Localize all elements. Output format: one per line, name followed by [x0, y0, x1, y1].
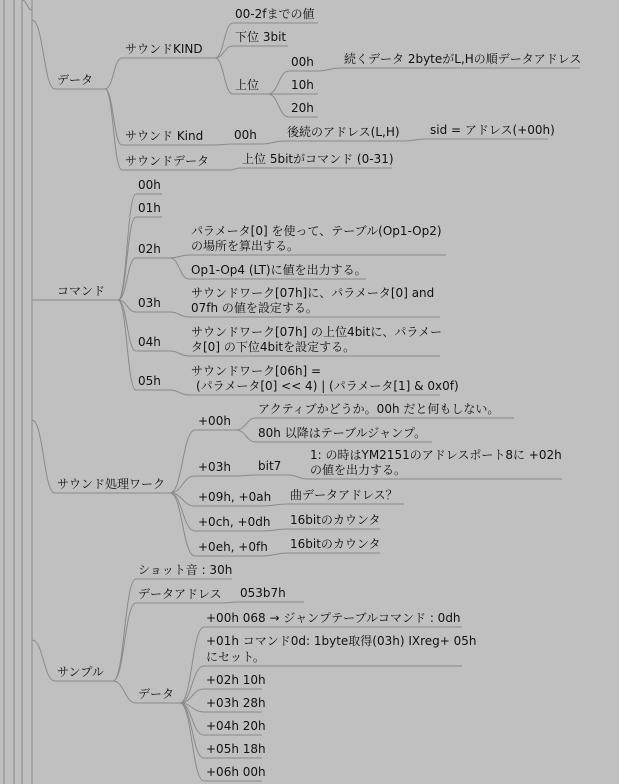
connector-line — [268, 94, 289, 117]
connector-line — [118, 194, 136, 300]
connector-line — [118, 258, 136, 300]
node-kind2-00h[interactable]: 00h — [234, 128, 257, 142]
connector-line — [215, 144, 232, 145]
connector-line — [170, 430, 195, 493]
connector-line — [118, 217, 136, 300]
connector-line — [288, 475, 308, 479]
node-high-00h-desc[interactable]: 続くデータ 2byteがL,Hの順データアドレス — [344, 52, 582, 66]
connector-line — [32, 640, 55, 681]
node-w-09h-desc[interactable]: 曲データアドレス？ — [290, 488, 398, 502]
node-sd-04[interactable]: +04h 20h — [206, 719, 266, 733]
connector-line — [180, 666, 204, 703]
node-w-03h-1[interactable]: 1: の時はYM2151のアドレスポート8に +02h — [310, 448, 562, 462]
connector-line — [113, 681, 136, 703]
node-w-00h-b[interactable]: 80h 以降はテーブルジャンプ。 — [258, 426, 427, 440]
node-w-0eh-desc[interactable]: 16bitのカウンタ — [290, 537, 381, 551]
connector-line — [113, 579, 136, 681]
node-s-shot[interactable]: ショット音 : 30h — [138, 563, 233, 577]
connector-line — [262, 141, 284, 144]
connector-line — [170, 258, 189, 279]
node-cmd-04h-2[interactable]: タ[0] の下位4bitを設定する。 — [191, 340, 356, 354]
connector-line — [222, 602, 238, 603]
node-w-03h-2[interactable]: の値を出力する。 — [310, 463, 407, 477]
connector-line — [230, 168, 240, 170]
node-w-0ch[interactable]: +0ch, +0dh — [198, 515, 271, 529]
node-cmd-02h[interactable]: 02h — [138, 242, 161, 256]
node-kind-high[interactable]: 上位 — [235, 78, 260, 92]
node-cmd-05h-2[interactable]: (パラメータ[0] << 4) | (パラメータ[1] & 0x0f) — [196, 379, 459, 393]
node-s-addr[interactable]: データアドレス — [138, 587, 222, 601]
node-w-09h[interactable]: +09h, +0ah — [198, 490, 272, 504]
node-sd-06[interactable]: +06h 00h — [206, 765, 266, 779]
connector-line — [215, 58, 233, 94]
node-cmd-04h-1[interactable]: サウンドワーク[07h] の上位4bitに、パラメー — [191, 325, 442, 339]
node-cmd-03h[interactable]: 03h — [138, 296, 161, 310]
node-cmd-02h-b[interactable]: Op1-Op4 (LT)に値を出力する。 — [191, 263, 367, 277]
node-high-00h[interactable]: 00h — [291, 55, 314, 69]
connector-line — [180, 627, 204, 703]
node-sd-03[interactable]: +03h 28h — [206, 696, 266, 710]
node-sd-05[interactable]: +05h 18h — [206, 742, 266, 756]
connector-line — [236, 475, 256, 476]
node-cmd-05h[interactable]: 05h — [138, 374, 161, 388]
connector-line — [105, 58, 122, 89]
node-w-0eh[interactable]: +0eh, +0fh — [198, 540, 268, 554]
connector-line — [170, 312, 189, 317]
node-cmd-03h-2[interactable]: 07fh の値を設定する。 — [191, 301, 318, 315]
node-kind2-sid[interactable]: sid = アドレス(+00h) — [430, 123, 555, 137]
node-cmd-02h-a1[interactable]: パラメータ[0] を使って、テーブル(Op1-Op2) — [191, 224, 442, 238]
connector-line — [32, 420, 55, 493]
node-s-addr-value[interactable]: 053b7h — [240, 586, 286, 600]
connector-line — [105, 89, 122, 145]
node-kind-range[interactable]: 00-2fまでの値 — [235, 7, 315, 21]
connector-line — [268, 71, 289, 94]
connector-line — [404, 139, 426, 141]
node-w-00h-a[interactable]: アクティブかどうか。00h だと何もしない。 — [258, 402, 500, 416]
node-cmd-04h[interactable]: 04h — [138, 335, 161, 349]
connector-line — [236, 430, 256, 442]
node-command[interactable]: コマンド — [57, 284, 106, 298]
node-cmd-05h-1[interactable]: サウンドワーク[06h] = — [191, 364, 322, 378]
connector-line — [180, 703, 204, 781]
node-data[interactable]: データ — [57, 73, 94, 87]
connector-line — [170, 390, 189, 395]
connector-line — [170, 255, 189, 258]
connector-line — [113, 603, 136, 681]
node-kind-low[interactable]: 下位 3bit — [235, 30, 287, 44]
node-sd-00[interactable]: +00h 068 → ジャンプテーブルコマンド : 0dh — [206, 611, 461, 625]
node-cmd-00h[interactable]: 00h — [138, 178, 161, 192]
node-sound-kind-2[interactable]: サウンド Kind — [125, 129, 204, 143]
node-high-20h[interactable]: 20h — [291, 101, 314, 115]
node-cmd-01h[interactable]: 01h — [138, 201, 161, 215]
node-w-03h-bit[interactable]: bit7 — [258, 459, 282, 473]
node-high-10h[interactable]: 10h — [291, 78, 314, 92]
connector-line — [170, 351, 189, 356]
connector-line — [318, 68, 340, 71]
connector-line — [236, 418, 256, 430]
node-cmd-02h-a2[interactable]: の場所を算出する。 — [191, 239, 300, 253]
connector-line — [105, 89, 122, 170]
node-sound-data-desc[interactable]: 上位 5bitがコマンド (0-31) — [242, 152, 394, 166]
node-work[interactable]: サウンド処理ワーク — [57, 477, 166, 491]
node-w-0ch-desc[interactable]: 16bitのカウンタ — [290, 513, 381, 527]
node-w-03h[interactable]: +03h — [198, 460, 231, 474]
connector-line — [170, 493, 195, 556]
node-sound-kind[interactable]: サウンドKIND — [125, 42, 203, 56]
node-sd-02[interactable]: +02h 10h — [206, 673, 266, 687]
connector-line — [22, 0, 32, 10]
node-sound-data[interactable]: サウンドデータ — [125, 154, 210, 168]
node-cmd-03h-1[interactable]: サウンドワーク[07h]に、パラメータ[0] and — [191, 286, 435, 300]
connector-line — [32, 20, 55, 89]
connector-line — [118, 300, 136, 390]
node-s-data[interactable]: データ — [138, 687, 175, 701]
node-w-00h[interactable]: +00h — [198, 414, 231, 428]
node-kind2-next[interactable]: 後続のアドレス(L,H) — [287, 125, 400, 139]
node-sd-01-1[interactable]: +01h コマンド0d: 1byte取得(03h) IXreg+ 05h — [206, 634, 477, 648]
node-sd-01-2[interactable]: にセット。 — [206, 650, 265, 664]
node-sample[interactable]: サンプル — [57, 665, 104, 679]
